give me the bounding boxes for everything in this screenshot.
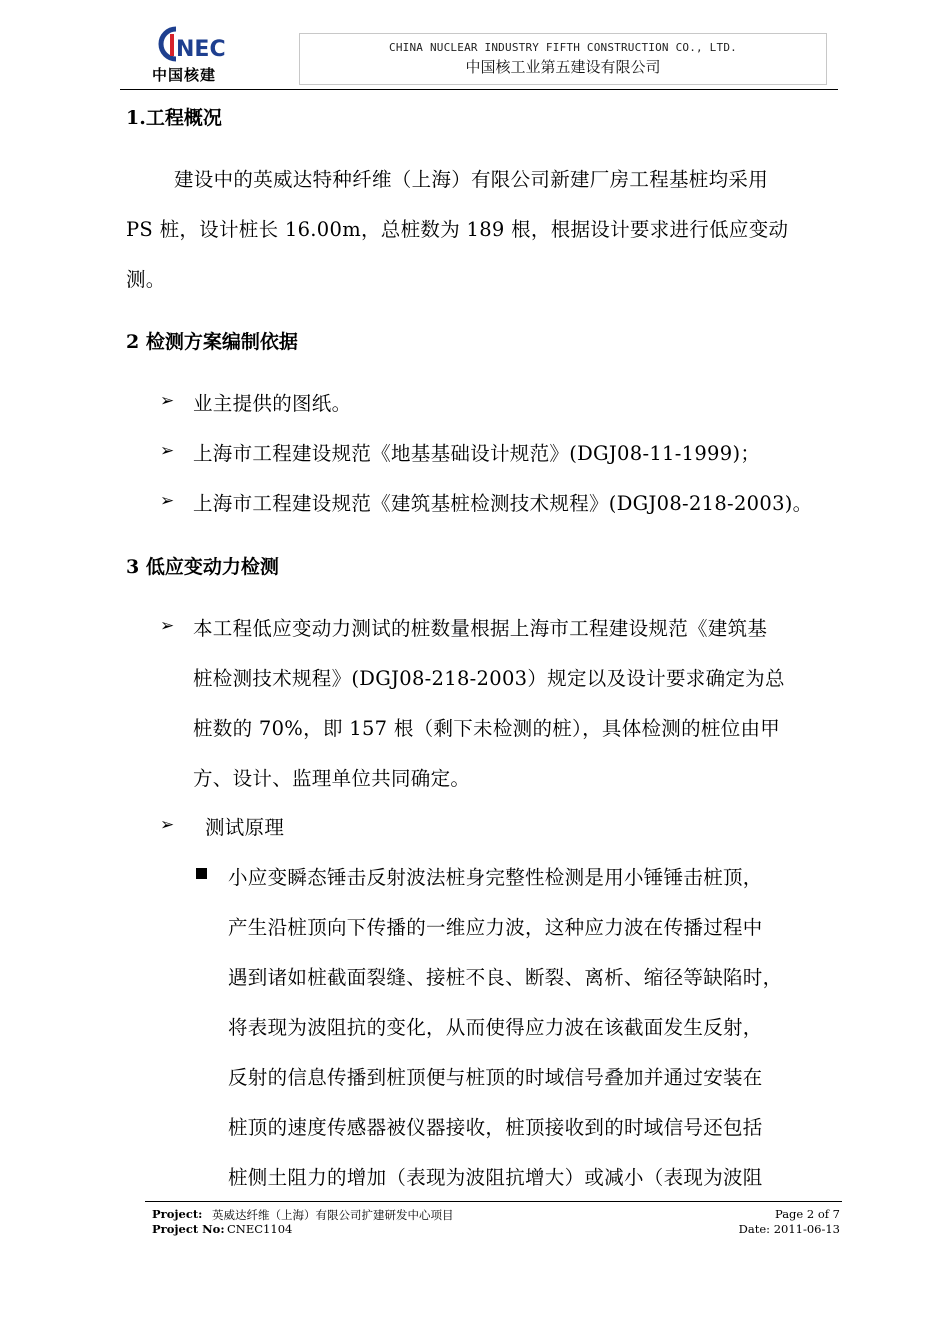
company-name-box xyxy=(299,33,827,85)
arrow-bullet-icon: ➢ xyxy=(160,616,175,636)
project-value: 英威达纤维（上海）有限公司扩建研发中心项目 xyxy=(212,1208,454,1222)
arrow-bullet-icon: ➢ xyxy=(160,441,175,461)
principle-line-1: 小应变瞬态锤击反射波法桩身完整性检测是用小锤锤击桩顶， xyxy=(228,866,763,889)
footer-divider xyxy=(145,1201,842,1202)
project-no-value: CNEC1104 xyxy=(227,1222,293,1236)
svg-text:NEC: NEC xyxy=(176,37,226,62)
logo-text: 中国核建 xyxy=(152,66,217,84)
section-3-item-1-line-2: 桩检测技术规程》(DGJ08-218-2003）规定以及设计要求确定为总 xyxy=(193,667,785,690)
section-3-item-1-line-4: 方、设计、监理单位共同确定。 xyxy=(193,767,471,790)
principle-line-4: 将表现为波阻抗的变化，从而使得应力波在该截面发生反射， xyxy=(228,1016,763,1039)
cnec-logo-icon xyxy=(156,26,226,62)
section-1-line-1: 建设中的英威达特种纤维（上海）有限公司新建厂房工程基桩均采用 xyxy=(174,168,769,191)
arrow-bullet-icon: ➢ xyxy=(160,815,175,835)
project-no-label: Project No: xyxy=(152,1222,225,1236)
page-number: Page 2 of 7 xyxy=(774,1207,840,1221)
section-1-line-2: PS 桩，设计桩长 16.00m，总桩数为 189 根，根据设计要求进行低应变动 xyxy=(126,218,789,241)
section-3-item-2: 测试原理 xyxy=(205,816,285,839)
list-item: 上海市工程建设规范《地基基础设计规范》(DGJ08-11-1999)； xyxy=(193,442,761,465)
principle-line-6: 桩顶的速度传感器被仪器接收，桩顶接收到的时域信号还包括 xyxy=(228,1116,763,1139)
principle-line-3: 遇到诸如桩截面裂缝、接桩不良、断裂、离析、缩径等缺陷时， xyxy=(228,966,783,989)
principle-line-2: 产生沿桩顶向下传播的一维应力波，这种应力波在传播过程中 xyxy=(228,916,763,939)
project-label: Project: xyxy=(152,1207,203,1221)
document-date: Date: 2011-06-13 xyxy=(738,1222,840,1236)
company-name-cn: 中国核工业第五建设有限公司 xyxy=(465,58,661,76)
section-3-item-1-line-1: 本工程低应变动力测试的桩数量根据上海市工程建设规范《建筑基 xyxy=(193,617,768,640)
list-item: 上海市工程建设规范《建筑基桩检测技术规程》(DGJ08-218-2003)。 xyxy=(193,492,813,515)
principle-line-7: 桩侧土阻力的增加（表现为波阻抗增大）或减小（表现为波阻 xyxy=(228,1166,763,1189)
section-3-item-1-line-3: 桩数的 70%，即 157 根（剩下未检测的桩），具体检测的桩位由甲 xyxy=(193,717,781,740)
company-name-en: CHINA NUCLEAR INDUSTRY FIFTH CONSTRUCTION CO., LTD. xyxy=(389,41,737,54)
section-1-line-3: 测。 xyxy=(126,268,166,291)
company-logo xyxy=(148,26,228,86)
principle-line-5: 反射的信息传播到桩顶便与桩顶的时域信号叠加并通过安装在 xyxy=(228,1066,763,1089)
arrow-bullet-icon: ➢ xyxy=(160,391,175,411)
list-item: 业主提供的图纸。 xyxy=(193,392,352,415)
section-2-title: 2 检测方案编制依据 xyxy=(126,331,298,353)
square-bullet-icon xyxy=(196,868,207,879)
header-divider xyxy=(120,89,838,90)
section-1-title: 1.工程概况 xyxy=(126,107,222,129)
arrow-bullet-icon: ➢ xyxy=(160,491,175,511)
section-3-title: 3 低应变动力检测 xyxy=(126,556,279,578)
